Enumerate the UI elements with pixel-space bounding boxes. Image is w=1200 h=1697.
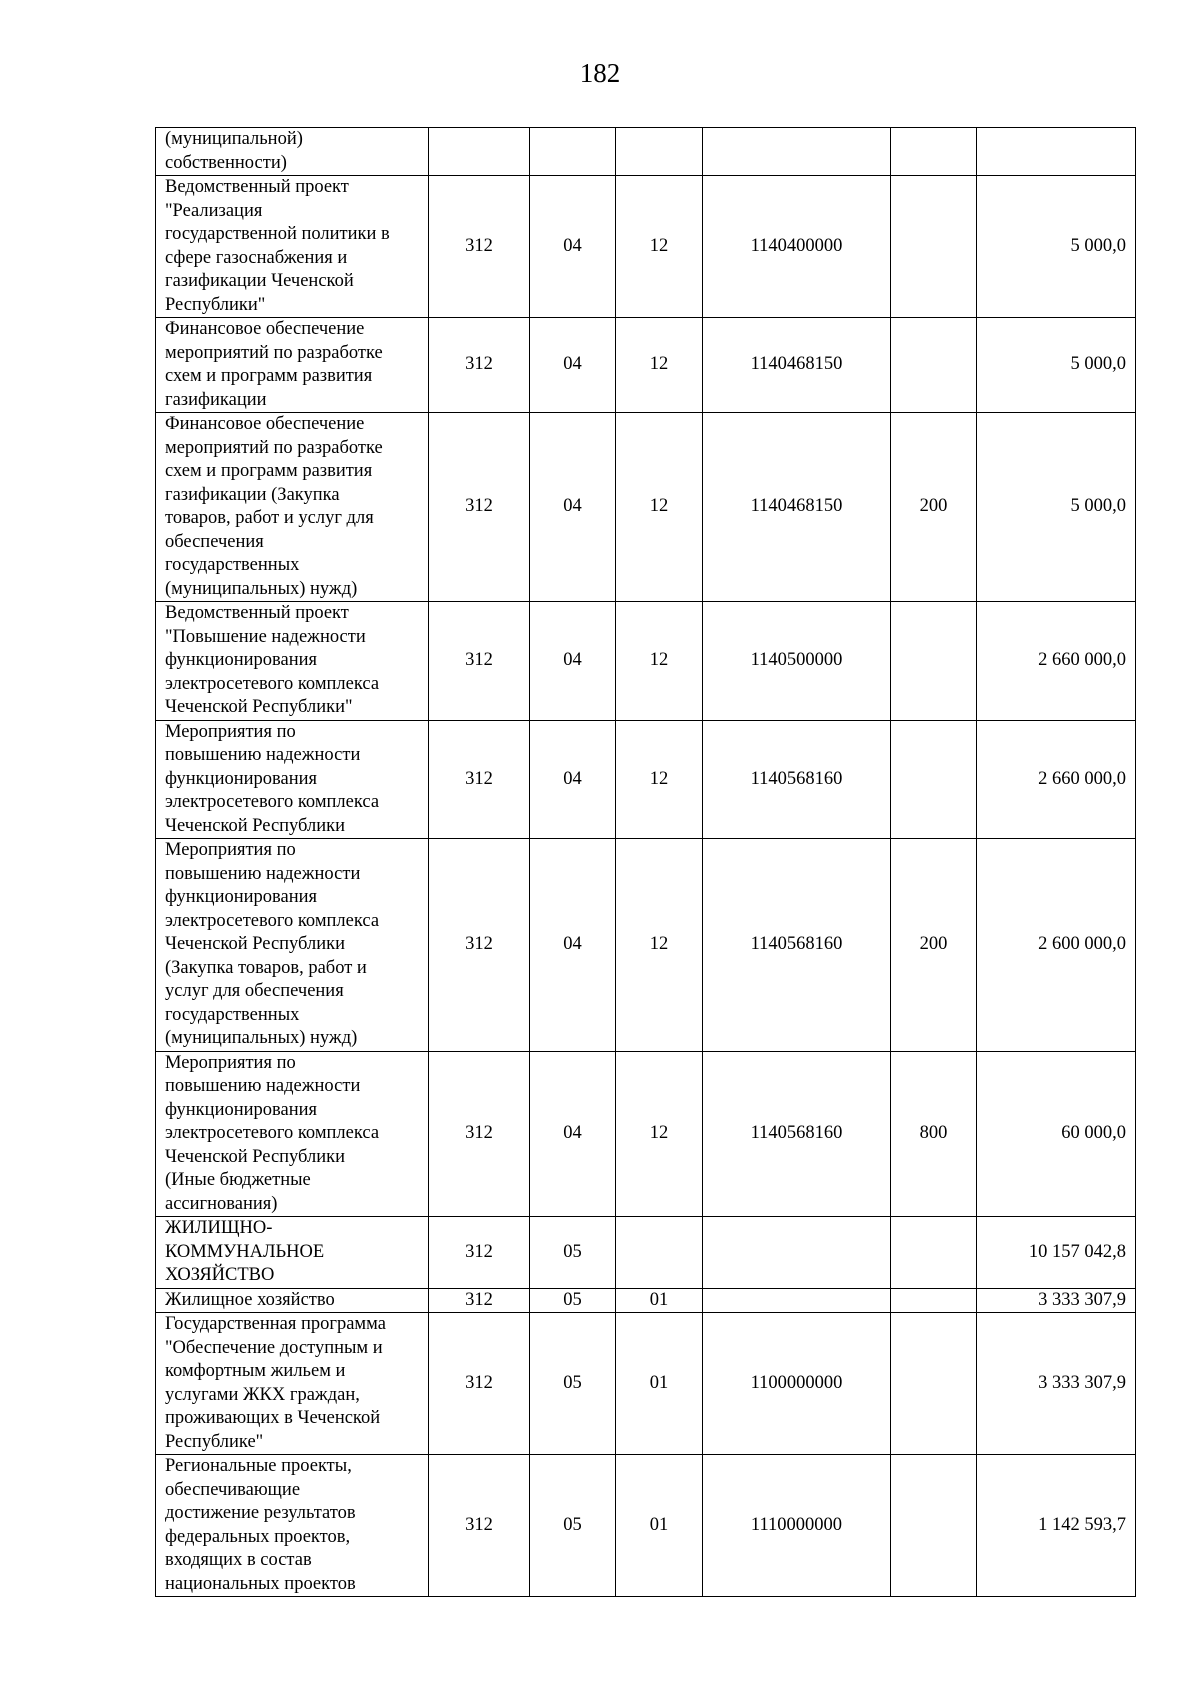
cell-csr: [703, 128, 891, 176]
cell-name: [156, 128, 429, 176]
name-line: "Обеспечение доступным и: [165, 1337, 383, 1358]
cell-rz: [530, 128, 616, 176]
cell-vr: 200: [891, 839, 977, 1052]
cell-rz: 05: [530, 1217, 616, 1289]
cell-csr: 1110000000: [703, 1455, 891, 1597]
cell-pr: [616, 128, 703, 176]
cell-sum: 1 142 593,7: [977, 1455, 1136, 1597]
name-line: Чеченской Республики: [165, 1146, 346, 1167]
cell-rz: 05: [530, 1313, 616, 1455]
name-line: мероприятий по разработке: [165, 437, 383, 458]
name-line: (Закупка товаров, работ и: [165, 957, 367, 978]
cell-vr: [891, 1455, 977, 1597]
cell-pr: 12: [616, 1051, 703, 1217]
cell-csr: 1100000000: [703, 1313, 891, 1455]
cell-name: [156, 1455, 429, 1597]
cell-sum: [977, 128, 1136, 176]
name-line: (муниципальных) нужд): [165, 578, 358, 599]
name-line: повышению надежности: [165, 863, 361, 884]
cell-pr: 12: [616, 839, 703, 1052]
name-line: электросетевого комплекса: [165, 910, 380, 931]
cell-gr: 312: [429, 1455, 530, 1597]
cell-gr: 312: [429, 839, 530, 1052]
name-line: электросетевого комплекса: [165, 673, 380, 694]
name-line: схем и программ развития: [165, 366, 373, 386]
name-line: национальных проектов: [165, 1573, 356, 1594]
cell-rz: 04: [530, 176, 616, 318]
cell-sum: 10 157 042,8: [977, 1217, 1136, 1289]
name-line: Чеченской Республики": [165, 697, 353, 717]
name-line: схем и программ развития: [165, 461, 373, 481]
cell-name: [156, 720, 429, 839]
cell-sum: 2 660 000,0: [977, 602, 1136, 721]
table-body: [156, 128, 1136, 1597]
cell-sum: 5 000,0: [977, 413, 1136, 602]
cell-gr: 312: [429, 1051, 530, 1217]
name-line: газификации (Закупка: [165, 484, 340, 505]
cell-csr: 1140568160: [703, 1051, 891, 1217]
cell-vr: [891, 176, 977, 318]
cell-sum: 2 660 000,0: [977, 720, 1136, 839]
cell-sum: 2 600 000,0: [977, 839, 1136, 1052]
cell-rz: 04: [530, 413, 616, 602]
cell-csr: 1140500000: [703, 602, 891, 721]
cell-gr: 312: [429, 1313, 530, 1455]
cell-pr: 12: [616, 413, 703, 602]
name-line: "Реализация: [165, 200, 263, 221]
name-line: государственных: [165, 555, 300, 575]
name-line: Финансовое обеспечение: [165, 319, 365, 339]
cell-name: [156, 1217, 429, 1289]
cell-gr: 312: [429, 413, 530, 602]
cell-gr: 312: [429, 1217, 530, 1289]
name-line: повышению надежности: [165, 1076, 361, 1096]
name-line: Республике": [165, 1431, 264, 1452]
name-line: ХОЗЯЙСТВО: [165, 1265, 275, 1285]
cell-vr: 800: [891, 1051, 977, 1217]
table-row: [156, 176, 1136, 318]
cell-rz: 04: [530, 720, 616, 839]
cell-name: [156, 839, 429, 1052]
cell-gr: [429, 128, 530, 176]
name-line: ассигнования): [165, 1193, 278, 1214]
name-line: Ведомственный проект: [165, 177, 349, 197]
name-line: ЖИЛИЩНО-: [165, 1218, 273, 1238]
name-line: сфере газоснабжения и: [165, 247, 348, 268]
cell-pr: 01: [616, 1313, 703, 1455]
cell-vr: [891, 1313, 977, 1455]
name-line: Мероприятия по: [165, 1052, 296, 1073]
table-row: [156, 720, 1136, 839]
cell-csr: 1140468150: [703, 413, 891, 602]
name-line: (муниципальной): [165, 129, 303, 149]
name-line: (муниципальных) нужд): [165, 1028, 358, 1048]
name-line: электросетевого комплекса: [165, 1123, 380, 1143]
table-row: [156, 1051, 1136, 1217]
cell-vr: [891, 602, 977, 721]
cell-pr: 12: [616, 318, 703, 413]
name-line: Финансовое обеспечение: [165, 414, 365, 434]
cell-sum: 5 000,0: [977, 176, 1136, 318]
table-row: [156, 128, 1136, 176]
cell-csr: [703, 1288, 891, 1313]
cell-sum: 60 000,0: [977, 1051, 1136, 1217]
cell-rz: 04: [530, 1051, 616, 1217]
name-line: входящих в состав: [165, 1550, 312, 1570]
cell-rz: 04: [530, 839, 616, 1052]
name-line: функционирования: [165, 887, 318, 907]
cell-pr: 01: [616, 1288, 703, 1313]
name-line: повышению надежности: [165, 745, 361, 765]
name-line: КОММУНАЛЬНОЕ: [165, 1241, 325, 1262]
cell-pr: [616, 1217, 703, 1289]
cell-rz: 05: [530, 1455, 616, 1597]
name-line: услугами ЖКХ граждан,: [165, 1384, 360, 1405]
cell-sum: 5 000,0: [977, 318, 1136, 413]
table-row: [156, 318, 1136, 413]
page-number: 182: [579, 58, 621, 88]
cell-vr: [891, 1288, 977, 1313]
name-line: газификации: [165, 389, 267, 410]
name-line: мероприятий по разработке: [165, 342, 383, 363]
name-line: товаров, работ и услуг для: [165, 508, 374, 528]
cell-name: [156, 413, 429, 602]
cell-gr: 312: [429, 602, 530, 721]
budget-table: [155, 127, 1136, 1597]
table-row: [156, 1313, 1136, 1455]
name-line: обеспечения: [165, 531, 264, 552]
cell-pr: 12: [616, 720, 703, 839]
cell-gr: 312: [429, 720, 530, 839]
name-line: Региональные проекты,: [165, 1456, 352, 1476]
cell-name: [156, 1051, 429, 1217]
cell-rz: 04: [530, 602, 616, 721]
table-row: [156, 1217, 1136, 1289]
cell-csr: 1140468150: [703, 318, 891, 413]
name-line: собственности): [165, 152, 287, 173]
name-line: электросетевого комплекса: [165, 792, 380, 812]
name-line: достижение результатов: [165, 1503, 356, 1523]
name-line: Республики": [165, 294, 266, 315]
cell-csr: 1140568160: [703, 839, 891, 1052]
name-line: государственной политики в: [165, 224, 390, 244]
cell-pr: 01: [616, 1455, 703, 1597]
cell-rz: 05: [530, 1288, 616, 1313]
cell-vr: [891, 720, 977, 839]
name-line: комфортным жильем и: [165, 1361, 346, 1381]
cell-sum: 3 333 307,9: [977, 1313, 1136, 1455]
cell-gr: 312: [429, 1288, 530, 1313]
cell-name: [156, 1288, 429, 1313]
cell-csr: 1140568160: [703, 720, 891, 839]
name-line: Мероприятия по: [165, 840, 296, 860]
name-line: услуг для обеспечения: [165, 981, 344, 1001]
name-line: (Иные бюджетные: [165, 1170, 311, 1190]
cell-vr: 200: [891, 413, 977, 602]
name-line: "Повышение надежности: [165, 626, 366, 647]
name-line: Жилищное хозяйство: [165, 1289, 335, 1310]
table-row: [156, 839, 1136, 1052]
cell-pr: 12: [616, 602, 703, 721]
cell-name: [156, 1313, 429, 1455]
table-row: [156, 1288, 1136, 1313]
name-line: функционирования: [165, 650, 318, 670]
name-line: проживающих в Чеченской: [165, 1408, 381, 1428]
name-line: Чеченской Республики: [165, 934, 346, 954]
cell-csr: [703, 1217, 891, 1289]
cell-vr: [891, 128, 977, 176]
cell-vr: [891, 318, 977, 413]
table-row: [156, 1455, 1136, 1597]
cell-gr: 312: [429, 176, 530, 318]
name-line: федеральных проектов,: [165, 1526, 351, 1547]
cell-sum: 3 333 307,9: [977, 1288, 1136, 1313]
cell-pr: 12: [616, 176, 703, 318]
cell-rz: 04: [530, 318, 616, 413]
name-line: Государственная программа: [165, 1314, 386, 1334]
name-line: газификации Чеченской: [165, 271, 354, 291]
cell-gr: 312: [429, 318, 530, 413]
cell-csr: 1140400000: [703, 176, 891, 318]
name-line: обеспечивающие: [165, 1479, 301, 1500]
name-line: Ведомственный проект: [165, 603, 349, 623]
name-line: Мероприятия по: [165, 721, 296, 742]
cell-name: [156, 602, 429, 721]
name-line: функционирования: [165, 768, 318, 789]
name-line: Чеченской Республики: [165, 815, 346, 836]
table-row: [156, 413, 1136, 602]
name-line: функционирования: [165, 1099, 318, 1120]
cell-name: [156, 176, 429, 318]
cell-name: [156, 318, 429, 413]
name-line: государственных: [165, 1004, 300, 1025]
cell-vr: [891, 1217, 977, 1289]
table-row: [156, 602, 1136, 721]
